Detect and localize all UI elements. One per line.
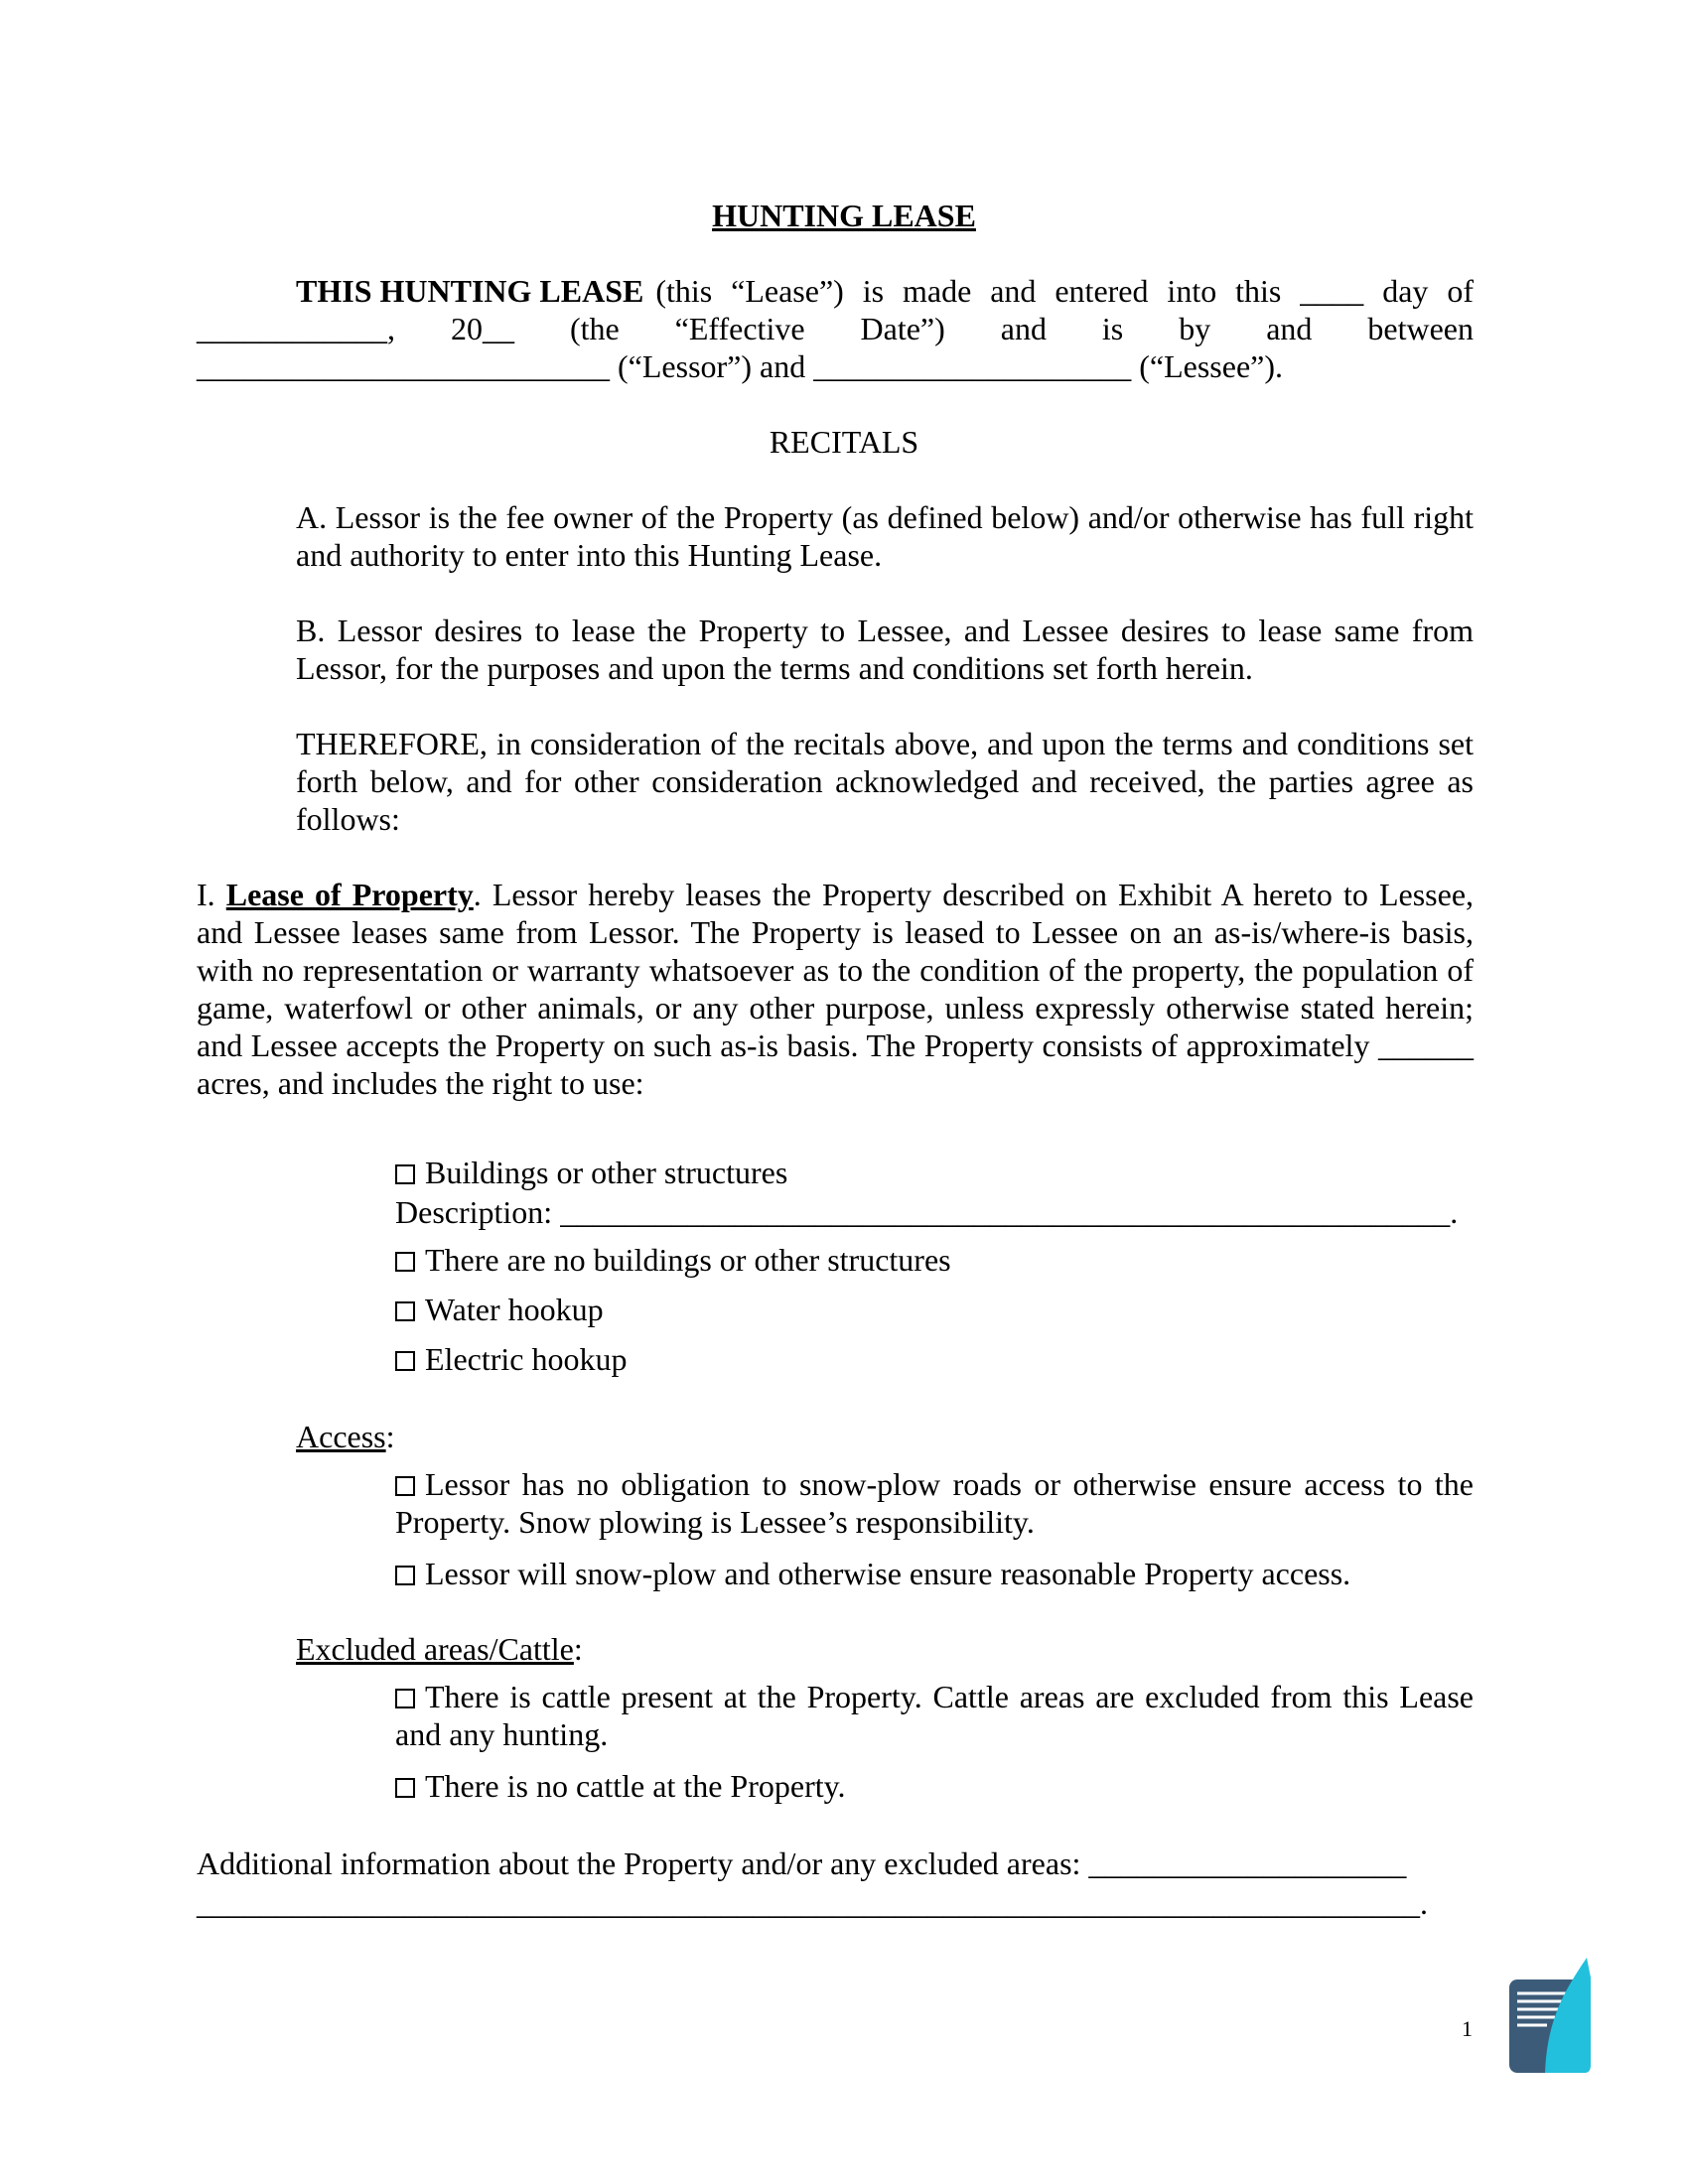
- description-field[interactable]: Description: ________________________________________________________.: [395, 1194, 1459, 1230]
- access-option-2: [395, 1555, 1350, 1592]
- access-label: Access: [296, 1419, 386, 1454]
- excluded-colon: :: [573, 1631, 583, 1667]
- access-colon: :: [385, 1419, 395, 1454]
- excluded-option-2-label: There is no cattle at the Property.: [425, 1768, 846, 1804]
- excluded-option-2: [395, 1767, 846, 1805]
- intro-word: (the: [569, 311, 620, 346]
- option-electric: [395, 1340, 627, 1378]
- excluded-option-1-label: There is cattle present at the Property. Cattle areas are excluded from this Lease and any hunting.: [395, 1679, 1474, 1752]
- option-buildings-label: Buildings or other structures: [425, 1155, 788, 1190]
- option-buildings: [395, 1154, 787, 1191]
- intro-line-2: [197, 310, 1474, 347]
- option-no-buildings: [395, 1241, 951, 1279]
- checkbox-no-buildings[interactable]: [395, 1252, 415, 1272]
- additional-info-line-2[interactable]: _____________________________________________________________________________.: [197, 1885, 1428, 1921]
- intro-word: Date”): [860, 311, 945, 346]
- section-lease-of-property: [197, 876, 1474, 1102]
- access-heading: [296, 1418, 395, 1455]
- checkbox-cattle-present[interactable]: [395, 1689, 415, 1708]
- intro-word: is: [1101, 311, 1124, 346]
- intro-lead: THIS HUNTING LEASE: [296, 273, 644, 309]
- option-electric-label: Electric hookup: [425, 1341, 628, 1377]
- section-body: . Lessor hereby leases the Property described on Exhibit A hereto to Lessee, and Lessee leases same from Lessor. The Property is leased to Lessee on an as-is/where-is basis, with no representation or warranty whatsoever as to the condition of the property, the population of game, waterfowl or other animals, or any other purpose, unless expressly otherwise stated herein; and Lessee accepts the Property on such as-is basis. The Property consists of approximately ______ acres, and includes the right to use:: [197, 877, 1475, 1101]
- checkbox-no-cattle[interactable]: [395, 1778, 415, 1798]
- therefore-clause: THEREFORE, in consideration of the recitals above, and upon the terms and conditions set forth below, and for other consideration acknowledged and received, the parties agree as follows:: [296, 726, 1474, 837]
- intro-word: by: [1179, 311, 1211, 346]
- excluded-label: Excluded areas/Cattle: [296, 1631, 574, 1667]
- checkbox-electric[interactable]: [395, 1351, 415, 1371]
- access-option-1-label: Lessor has no obligation to snow-plow roads or otherwise ensure access to the Property. Snow plowing is Lessee’s responsibility.: [395, 1466, 1474, 1540]
- recital-a: A. Lessor is the fee owner of the Property (as defined below) and/or otherwise has full right and authority to enter into this Hunting Lease.: [296, 499, 1474, 573]
- section-number: I.: [197, 877, 215, 912]
- intro-word: between: [1367, 311, 1474, 346]
- checkbox-access-no-obligation[interactable]: [395, 1476, 415, 1496]
- checkbox-buildings[interactable]: [395, 1164, 415, 1184]
- intro-paragraph: [197, 272, 1474, 385]
- access-option-1: [395, 1465, 1474, 1541]
- intro-word: and: [1266, 311, 1313, 346]
- excluded-heading: [296, 1630, 583, 1668]
- checkbox-water[interactable]: [395, 1301, 415, 1321]
- intro-line-3: __________________________ (“Lessor”) and ____________________ (“Lessee”).: [197, 348, 1284, 384]
- section-heading: Lease of Property: [225, 877, 474, 912]
- intro-line-1-rest: (this “Lease”) is made and entered into this ____ day of: [655, 273, 1474, 309]
- intro-word: 20__: [450, 311, 514, 346]
- checkbox-access-snow-plow[interactable]: [395, 1566, 415, 1585]
- intro-line-1: [197, 272, 1474, 310]
- option-no-buildings-label: There are no buildings or other structures: [425, 1242, 951, 1278]
- option-water: [395, 1291, 604, 1328]
- excluded-option-1: [395, 1678, 1474, 1753]
- intro-word: “Effective: [674, 311, 805, 346]
- recital-b: B. Lessor desires to lease the Property to Lessee, and Lessee desires to lease same from Lessor, for the purposes and upon the terms and conditions set forth herein.: [296, 613, 1474, 686]
- intro-word: ____________,: [197, 311, 395, 346]
- document-title: HUNTING LEASE: [712, 198, 976, 233]
- formswift-logo-icon: [1507, 1958, 1593, 2075]
- additional-info-line-1[interactable]: Additional information about the Property and/or any excluded areas: ____________________: [197, 1845, 1407, 1881]
- intro-word: and: [1000, 311, 1047, 346]
- page-number: 1: [1462, 2016, 1473, 2041]
- recitals-heading: RECITALS: [769, 424, 919, 460]
- access-option-2-label: Lessor will snow-plow and otherwise ensure reasonable Property access.: [425, 1556, 1351, 1591]
- option-water-label: Water hookup: [425, 1292, 604, 1327]
